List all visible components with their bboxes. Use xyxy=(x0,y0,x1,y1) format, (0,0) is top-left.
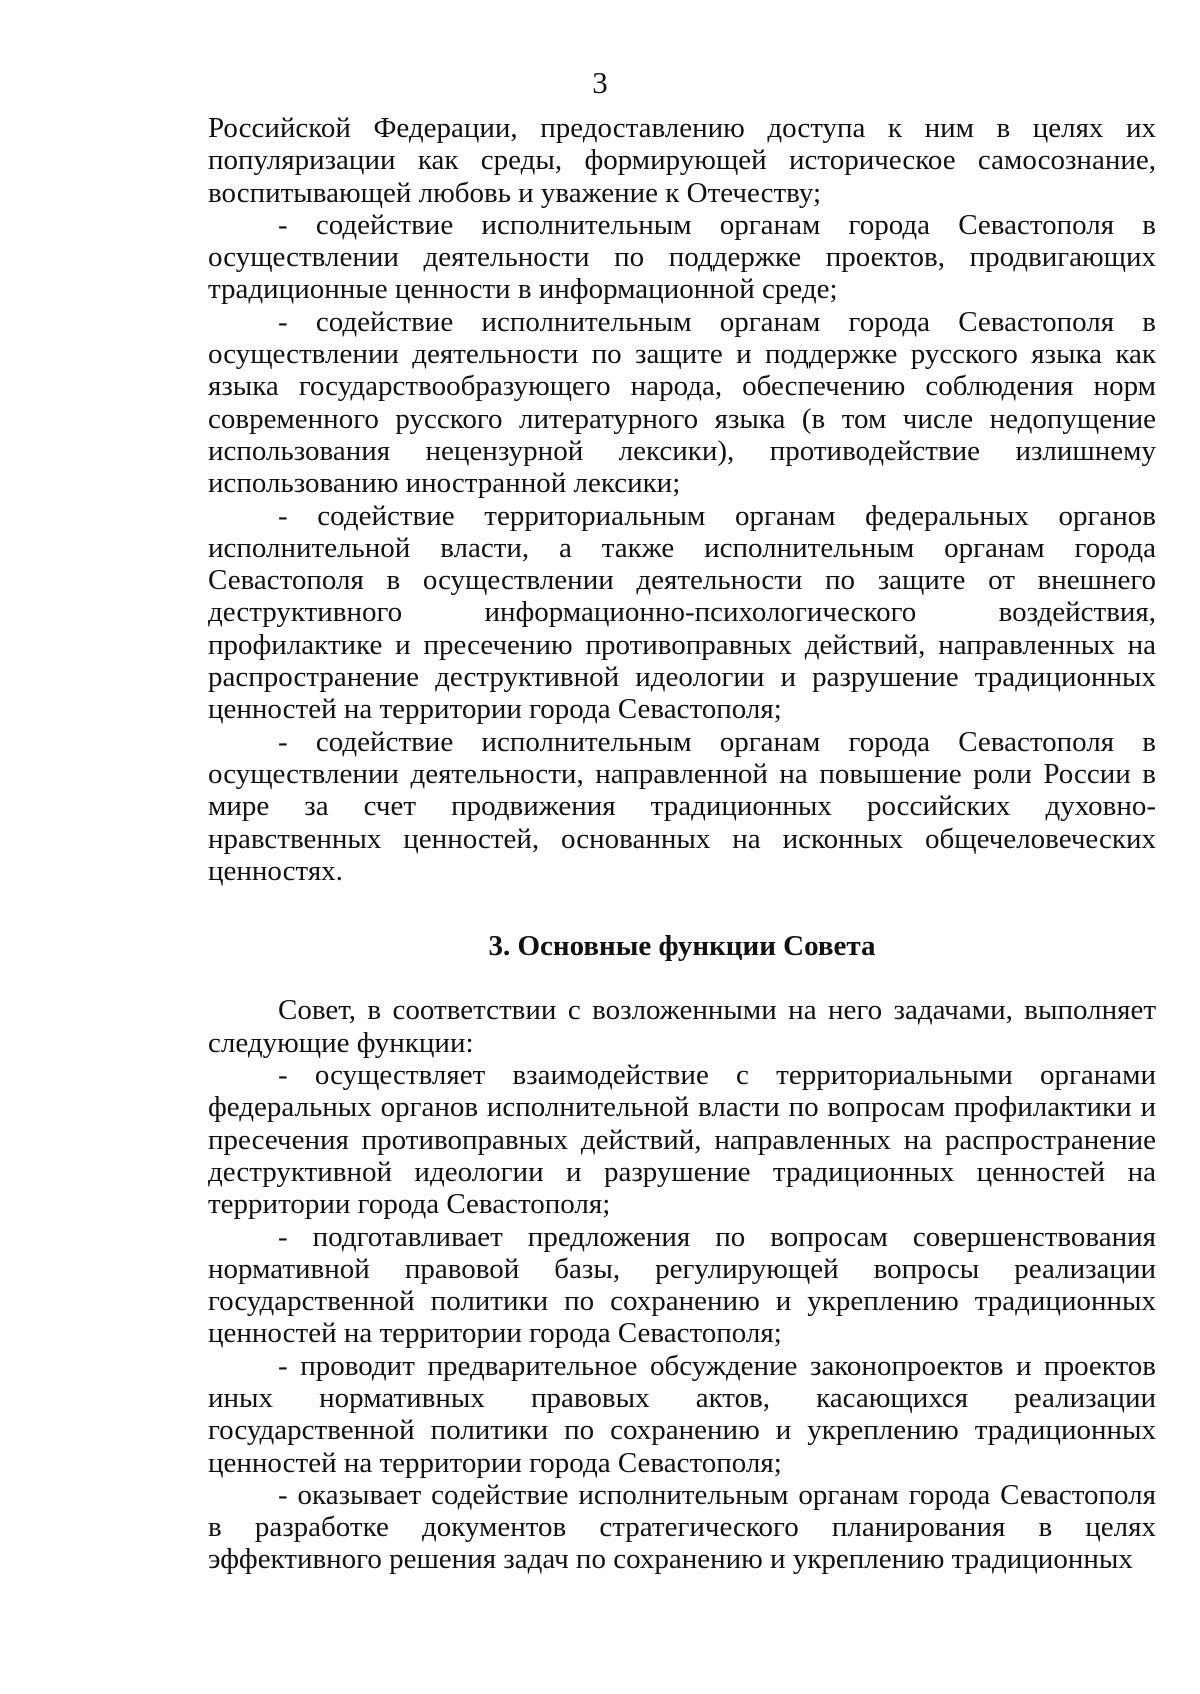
list-item-function: - подготавливает предложения по вопросам совершенствования нормативной правовой базы, регулирующей вопросы реализации государственной политики по сохранению и укреплению традиционных ценностей на территории города Севастополя; xyxy=(208,1220,1156,1350)
list-item-task: - содействие исполнительным органам города Севастополя в осуществлении деятельности по защите и поддержке русского языка как языка государствообразующего народа, обеспечению соблюдения норм современного русского литературного языка (в том числе недопущение использования нецензурной лексики), противодействие излишнему использованию иностранной лексики; xyxy=(208,305,1156,500)
section-intro-paragraph: Совет, в соответствии с возложенными на него задачами, выполняет следующие функции: xyxy=(208,994,1156,1059)
paragraph-continuation: Российской Федерации, предоставлению доступа к ним в целях их популяризации как среды, формирующей историческое самосознание, воспитывающей любовь и уважение к Отечеству; xyxy=(208,112,1156,209)
section-heading: 3. Основные функции Совета xyxy=(488,930,876,963)
list-item-task: - содействие территориальным органам федеральных органов исполнительной власти, а также исполнительным органам города Севастополя в осуществлении деятельности по защите от внешнего деструктивного информационно-психологического воздействия, профилактике и пресечению противоправных действий, направленных на распространение деструктивной идеологии и разрушение традиционных ценностей на территории города Севастополя; xyxy=(208,499,1156,726)
list-item-task: - содействие исполнительным органам города Севастополя в осуществлении деятельности, направленной на повышение роли России в мире за счет продвижения традиционных российских духовно-нравственных ценностей, основанных на исконных общечеловеческих ценностях. xyxy=(208,725,1156,887)
document-body xyxy=(208,112,1156,1576)
list-item-function: - осуществляет взаимодействие с территориальными органами федеральных органов исполнительной власти по вопросам профилактики и пресечения противоправных действий, направленных на распространение деструктивной идеологии и разрушение традиционных ценностей на территории города Севастополя; xyxy=(208,1059,1156,1221)
list-item-function: - оказывает содействие исполнительным органам города Севастополя в разработке документов стратегического планирования в целях эффективного решения задач по сохранению и укреплению традиционных xyxy=(208,1478,1156,1576)
list-item-function: - проводит предварительное обсуждение законопроектов и проектов иных нормативных правовых актов, касающихся реализации государственной политики по сохранению и укреплению традиционных ценностей на территории города Севастополя; xyxy=(208,1349,1156,1479)
page-number: 3 xyxy=(592,65,608,100)
list-item-task: - содействие исполнительным органам города Севастополя в осуществлении деятельности по поддержке проектов, продвигающих традиционные ценности в информационной среде; xyxy=(208,208,1156,306)
